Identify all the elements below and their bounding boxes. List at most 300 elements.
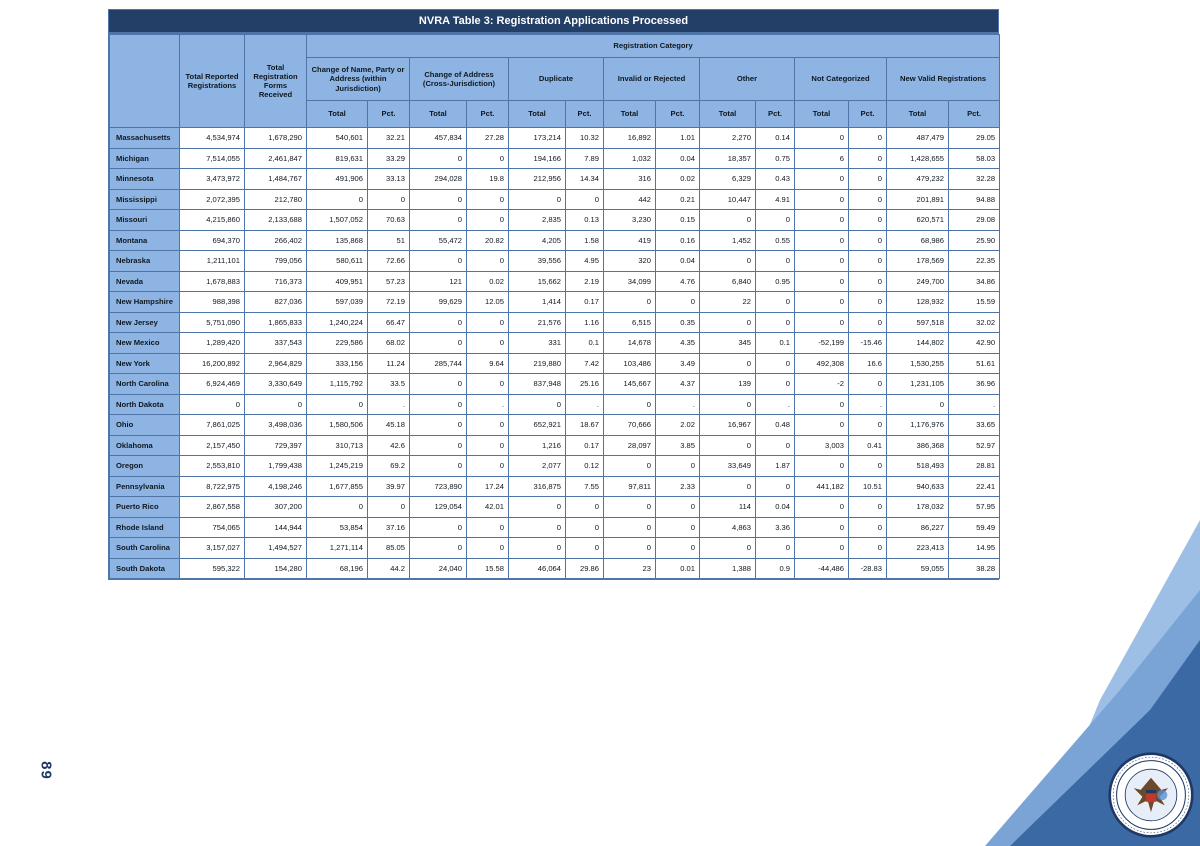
table-cell: 1,211,101 [180, 251, 245, 272]
table-cell: 0 [795, 230, 849, 251]
table-cell: 0 [307, 497, 368, 518]
table-cell: 0 [700, 476, 756, 497]
table-row [110, 517, 1000, 538]
table-cell: -44,486 [795, 558, 849, 579]
table-cell: 345 [700, 333, 756, 354]
table-cell: 0.1 [566, 333, 604, 354]
table-cell: 316 [604, 169, 656, 190]
table-cell: 0 [604, 517, 656, 538]
table-cell: 1.01 [656, 128, 700, 149]
table-cell: . [849, 394, 887, 415]
table-cell: 3.36 [756, 517, 795, 538]
table-cell: . [656, 394, 700, 415]
table-cell: 0 [656, 538, 700, 559]
table-cell: 0.1 [756, 333, 795, 354]
table-cell: 3,230 [604, 210, 656, 231]
table-cell: 1,428,655 [887, 148, 949, 169]
table-cell: 0 [849, 230, 887, 251]
state-name-cell: New Mexico [110, 333, 180, 354]
table-cell: 1.87 [756, 456, 795, 477]
table-cell: 0 [849, 538, 887, 559]
table-cell: 7,861,025 [180, 415, 245, 436]
table-cell: 0 [656, 456, 700, 477]
header-category-change-cross: Change of Address (Cross-Jurisdiction) [410, 58, 509, 101]
table-cell: 0.12 [566, 456, 604, 477]
table-cell: 6 [795, 148, 849, 169]
state-name-cell: Missouri [110, 210, 180, 231]
table-cell: 70.63 [368, 210, 410, 231]
table-cell: 1,507,052 [307, 210, 368, 231]
table-cell: 86,227 [887, 517, 949, 538]
header-total-reported: Total Reported Registrations [180, 35, 245, 128]
table-cell: 0.17 [566, 292, 604, 313]
table-cell: 70,666 [604, 415, 656, 436]
table-cell: 52.97 [949, 435, 1000, 456]
table-cell: 15.59 [949, 292, 1000, 313]
state-name-cell: Pennsylvania [110, 476, 180, 497]
table-cell: 12.05 [467, 292, 509, 313]
header-total: Total [795, 101, 849, 128]
table-cell: 3,473,972 [180, 169, 245, 190]
table-cell: 129,054 [410, 497, 467, 518]
table-cell: 1,494,527 [245, 538, 307, 559]
table-cell: 72.66 [368, 251, 410, 272]
state-name-cell: South Carolina [110, 538, 180, 559]
table-cell: 229,586 [307, 333, 368, 354]
table-cell: 0 [410, 517, 467, 538]
header-pct: Pct. [467, 101, 509, 128]
table-cell: 121 [410, 271, 467, 292]
table-cell: 15,662 [509, 271, 566, 292]
table-cell: 3,330,649 [245, 374, 307, 395]
header-category-new-valid: New Valid Registrations [887, 58, 1000, 101]
table-row [110, 558, 1000, 579]
state-name-cell: Michigan [110, 148, 180, 169]
table-cell: 0 [756, 210, 795, 231]
table-cell: 68,986 [887, 230, 949, 251]
table-cell: 0 [849, 128, 887, 149]
table-cell: 0 [849, 210, 887, 231]
table-cell: 8,722,975 [180, 476, 245, 497]
table-row [110, 292, 1000, 313]
table-cell: 2,964,829 [245, 353, 307, 374]
table-cell: 212,956 [509, 169, 566, 190]
table-cell: 1,678,290 [245, 128, 307, 149]
table-cell: 518,493 [887, 456, 949, 477]
table-cell: 135,868 [307, 230, 368, 251]
table-cell: 540,601 [307, 128, 368, 149]
table-cell: 42.90 [949, 333, 1000, 354]
table-cell: 27.28 [467, 128, 509, 149]
table-cell: 51 [368, 230, 410, 251]
table-row [110, 230, 1000, 251]
table-cell: 0 [368, 497, 410, 518]
table-cell: 595,322 [180, 558, 245, 579]
table-cell: 32.02 [949, 312, 1000, 333]
table-cell: 4,215,860 [180, 210, 245, 231]
table-cell: 310,713 [307, 435, 368, 456]
table-cell: 7.89 [566, 148, 604, 169]
table-cell: 0 [410, 394, 467, 415]
table-cell: 316,875 [509, 476, 566, 497]
table-cell: 25.16 [566, 374, 604, 395]
table-cell: 16.6 [849, 353, 887, 374]
table-cell: 201,891 [887, 189, 949, 210]
table-cell: 2.02 [656, 415, 700, 436]
table-cell: 0 [604, 456, 656, 477]
table-cell: 819,631 [307, 148, 368, 169]
table-cell: 0 [467, 415, 509, 436]
table-cell: 0 [410, 435, 467, 456]
table-cell: 16,967 [700, 415, 756, 436]
table-cell: 0 [756, 312, 795, 333]
table-cell: 3,157,027 [180, 538, 245, 559]
table-cell: 0 [566, 497, 604, 518]
table-cell: 212,780 [245, 189, 307, 210]
table-cell: 128,932 [887, 292, 949, 313]
state-header [110, 35, 180, 128]
table-cell: 0 [509, 394, 566, 415]
table-cell: 2,157,450 [180, 435, 245, 456]
table-cell: 0 [849, 456, 887, 477]
eac-seal-icon [1108, 752, 1194, 838]
table-cell: 2,077 [509, 456, 566, 477]
table-cell: 2.19 [566, 271, 604, 292]
table-cell: 4,534,974 [180, 128, 245, 149]
table-cell: 66.47 [368, 312, 410, 333]
table-cell: 1,414 [509, 292, 566, 313]
table-cell: 38.28 [949, 558, 1000, 579]
table-cell: 42.01 [467, 497, 509, 518]
table-cell: 827,036 [245, 292, 307, 313]
header-pct: Pct. [656, 101, 700, 128]
table-cell: 46,064 [509, 558, 566, 579]
table-cell: 58.03 [949, 148, 1000, 169]
table-cell: 42.6 [368, 435, 410, 456]
table-cell: 597,518 [887, 312, 949, 333]
table-cell: 0.02 [467, 271, 509, 292]
table-cell: 33.29 [368, 148, 410, 169]
table-cell: 0 [795, 312, 849, 333]
table-cell: 1,289,420 [180, 333, 245, 354]
table-cell: 479,232 [887, 169, 949, 190]
table-cell: 11.24 [368, 353, 410, 374]
table-row [110, 394, 1000, 415]
table-cell: 22 [700, 292, 756, 313]
table-row [110, 435, 1000, 456]
table-cell: 154,280 [245, 558, 307, 579]
table-row [110, 128, 1000, 149]
table-cell: 94.88 [949, 189, 1000, 210]
table-cell: 1,032 [604, 148, 656, 169]
table-cell: 0.17 [566, 435, 604, 456]
table-cell: 0.95 [756, 271, 795, 292]
table-title: NVRA Table 3: Registration Applications Processed [109, 10, 998, 34]
table-cell: 103,486 [604, 353, 656, 374]
table-cell: 14,678 [604, 333, 656, 354]
table-cell: 28,097 [604, 435, 656, 456]
table-cell: 0 [566, 189, 604, 210]
table-cell: . [566, 394, 604, 415]
table-cell: 1,484,767 [245, 169, 307, 190]
header-total: Total [410, 101, 467, 128]
table-cell: 0 [410, 374, 467, 395]
table-cell: 3.49 [656, 353, 700, 374]
table-cell: 294,028 [410, 169, 467, 190]
table-row [110, 251, 1000, 272]
table-cell: 4.35 [656, 333, 700, 354]
table-cell: 0 [795, 251, 849, 272]
table-cell: 0 [756, 251, 795, 272]
table-cell: 0 [795, 394, 849, 415]
table-cell: 6,840 [700, 271, 756, 292]
state-name-cell: Montana [110, 230, 180, 251]
table-cell: 266,402 [245, 230, 307, 251]
table-cell: 0.43 [756, 169, 795, 190]
table-cell: 0 [700, 394, 756, 415]
table-cell: 0 [849, 148, 887, 169]
table-cell: 0 [180, 394, 245, 415]
table-cell: 0.14 [756, 128, 795, 149]
table-cell: 331 [509, 333, 566, 354]
table-cell: 0.35 [656, 312, 700, 333]
table-cell: 0 [410, 415, 467, 436]
table-cell: 0 [566, 538, 604, 559]
table-cell: -52,199 [795, 333, 849, 354]
table-cell: 0.48 [756, 415, 795, 436]
table-cell: 0 [700, 312, 756, 333]
page-number: 89 [37, 761, 55, 780]
table-cell: 22.41 [949, 476, 1000, 497]
table-cell: 492,308 [795, 353, 849, 374]
table-cell: 799,056 [245, 251, 307, 272]
table-cell: 23 [604, 558, 656, 579]
table-cell: 597,039 [307, 292, 368, 313]
header-total-forms: Total Registration Forms Received [245, 35, 307, 128]
table-cell: 0 [467, 251, 509, 272]
table-cell: 15.58 [467, 558, 509, 579]
table-cell: 2,072,395 [180, 189, 245, 210]
table-cell: 0 [604, 394, 656, 415]
table-cell: 285,744 [410, 353, 467, 374]
table-cell: 85.05 [368, 538, 410, 559]
table-cell: 988,398 [180, 292, 245, 313]
table-cell: 18,357 [700, 148, 756, 169]
table-cell: 44.2 [368, 558, 410, 579]
table-row [110, 538, 1000, 559]
table-cell: 3,498,036 [245, 415, 307, 436]
table-cell: 940,633 [887, 476, 949, 497]
header-category-not-categorized: Not Categorized [795, 58, 887, 101]
table-cell: 145,667 [604, 374, 656, 395]
table-cell: 99,629 [410, 292, 467, 313]
table-cell: 1,865,833 [245, 312, 307, 333]
table-cell: 0 [245, 394, 307, 415]
table-cell: 0 [849, 292, 887, 313]
table-cell: 0 [700, 251, 756, 272]
table-cell: 0.15 [656, 210, 700, 231]
table-cell: 320 [604, 251, 656, 272]
table-cell: 0 [467, 517, 509, 538]
table-cell: 2,867,558 [180, 497, 245, 518]
table-cell: 1.58 [566, 230, 604, 251]
state-name-cell: Mississippi [110, 189, 180, 210]
table-cell: 68,196 [307, 558, 368, 579]
table-cell: 9.64 [467, 353, 509, 374]
table-cell: -15.46 [849, 333, 887, 354]
table-cell: 37.16 [368, 517, 410, 538]
table-cell: 0 [604, 292, 656, 313]
header-pct: Pct. [368, 101, 410, 128]
table-cell: 20.82 [467, 230, 509, 251]
table-cell: 0 [795, 456, 849, 477]
state-name-cell: Ohio [110, 415, 180, 436]
table-cell: 0 [700, 210, 756, 231]
table-cell: 0 [410, 333, 467, 354]
table-cell: 0.16 [656, 230, 700, 251]
table-cell: 1,388 [700, 558, 756, 579]
header-total: Total [700, 101, 756, 128]
table-cell: 16,892 [604, 128, 656, 149]
table-cell: 0 [795, 415, 849, 436]
table-cell: 0.9 [756, 558, 795, 579]
state-name-cell: Nevada [110, 271, 180, 292]
state-name-cell: North Dakota [110, 394, 180, 415]
table-cell: 0 [410, 189, 467, 210]
table-cell: 0.41 [849, 435, 887, 456]
table-cell: 442 [604, 189, 656, 210]
table-cell: 18.67 [566, 415, 604, 436]
table-cell: 0 [849, 497, 887, 518]
table-cell: 3,003 [795, 435, 849, 456]
table-cell: 0 [756, 292, 795, 313]
table-cell: 45.18 [368, 415, 410, 436]
table-cell: 0 [700, 435, 756, 456]
table-cell: 0 [656, 292, 700, 313]
table-cell: 0 [509, 189, 566, 210]
table-cell: 28.81 [949, 456, 1000, 477]
table-cell: 32.21 [368, 128, 410, 149]
state-name-cell: Oklahoma [110, 435, 180, 456]
table-cell: 144,802 [887, 333, 949, 354]
table-cell: 837,948 [509, 374, 566, 395]
table-cell: 219,880 [509, 353, 566, 374]
table-cell: 69.2 [368, 456, 410, 477]
table-cell: 2,133,688 [245, 210, 307, 231]
table-cell: 0 [795, 497, 849, 518]
table-cell: 694,370 [180, 230, 245, 251]
table-row [110, 148, 1000, 169]
header-pct: Pct. [849, 101, 887, 128]
table-cell: 0 [410, 456, 467, 477]
header-pct: Pct. [566, 101, 604, 128]
table-cell: 0 [307, 189, 368, 210]
table-cell: 0.04 [656, 148, 700, 169]
table-cell: 17.24 [467, 476, 509, 497]
table-body [110, 128, 1000, 579]
table-cell: 0 [656, 517, 700, 538]
state-name-cell: Minnesota [110, 169, 180, 190]
table-row [110, 476, 1000, 497]
table-cell: 0 [700, 538, 756, 559]
table-cell: 178,032 [887, 497, 949, 518]
table-cell: 1,245,219 [307, 456, 368, 477]
table-cell: 68.02 [368, 333, 410, 354]
table-row [110, 271, 1000, 292]
table-cell: 29.86 [566, 558, 604, 579]
table-cell: 6,329 [700, 169, 756, 190]
table-cell: 386,368 [887, 435, 949, 456]
table-cell: 0 [410, 148, 467, 169]
table-cell: 0.04 [756, 497, 795, 518]
table-cell: 0 [467, 333, 509, 354]
header-pct: Pct. [949, 101, 1000, 128]
table-row [110, 169, 1000, 190]
state-name-cell: North Carolina [110, 374, 180, 395]
table-cell: 333,156 [307, 353, 368, 374]
table-cell: 0 [849, 415, 887, 436]
table-cell: 0 [795, 189, 849, 210]
table-cell: . [368, 394, 410, 415]
table-cell: 0.01 [656, 558, 700, 579]
table-cell: 1,530,255 [887, 353, 949, 374]
table-cell: 0.02 [656, 169, 700, 190]
header-total: Total [509, 101, 566, 128]
table-cell: 36.96 [949, 374, 1000, 395]
table-cell: 307,200 [245, 497, 307, 518]
table-cell: 144,944 [245, 517, 307, 538]
header-category-duplicate: Duplicate [509, 58, 604, 101]
table-cell: 0 [849, 312, 887, 333]
table-cell: 19.8 [467, 169, 509, 190]
table-cell: 14.34 [566, 169, 604, 190]
table-cell: 0 [795, 292, 849, 313]
table-cell: 0 [604, 538, 656, 559]
table-cell: 1,216 [509, 435, 566, 456]
table-cell: 4,863 [700, 517, 756, 538]
table-cell: 0 [849, 251, 887, 272]
table-cell: 32.28 [949, 169, 1000, 190]
table-cell: 53,854 [307, 517, 368, 538]
table-cell: 0 [410, 210, 467, 231]
table-cell: 0 [467, 312, 509, 333]
table-cell: 7.42 [566, 353, 604, 374]
table-cell: 0 [887, 394, 949, 415]
table-cell: 4.37 [656, 374, 700, 395]
table-cell: 178,569 [887, 251, 949, 272]
table-cell: 1,580,506 [307, 415, 368, 436]
table-cell: 1.16 [566, 312, 604, 333]
table-cell: 491,906 [307, 169, 368, 190]
table-cell: 0.21 [656, 189, 700, 210]
table-row [110, 374, 1000, 395]
table-cell: 29.05 [949, 128, 1000, 149]
table-cell: 51.61 [949, 353, 1000, 374]
table-cell: 72.19 [368, 292, 410, 313]
table-cell: 0 [307, 394, 368, 415]
table-cell: 0 [795, 169, 849, 190]
table-cell: 0 [849, 169, 887, 190]
table-row [110, 497, 1000, 518]
table-cell: 0.04 [656, 251, 700, 272]
state-name-cell: South Dakota [110, 558, 180, 579]
table-cell: 21,576 [509, 312, 566, 333]
table-cell: 2.33 [656, 476, 700, 497]
table-cell: 33.5 [368, 374, 410, 395]
table-cell: 55,472 [410, 230, 467, 251]
table-cell: 0 [849, 374, 887, 395]
table-cell: 57.23 [368, 271, 410, 292]
